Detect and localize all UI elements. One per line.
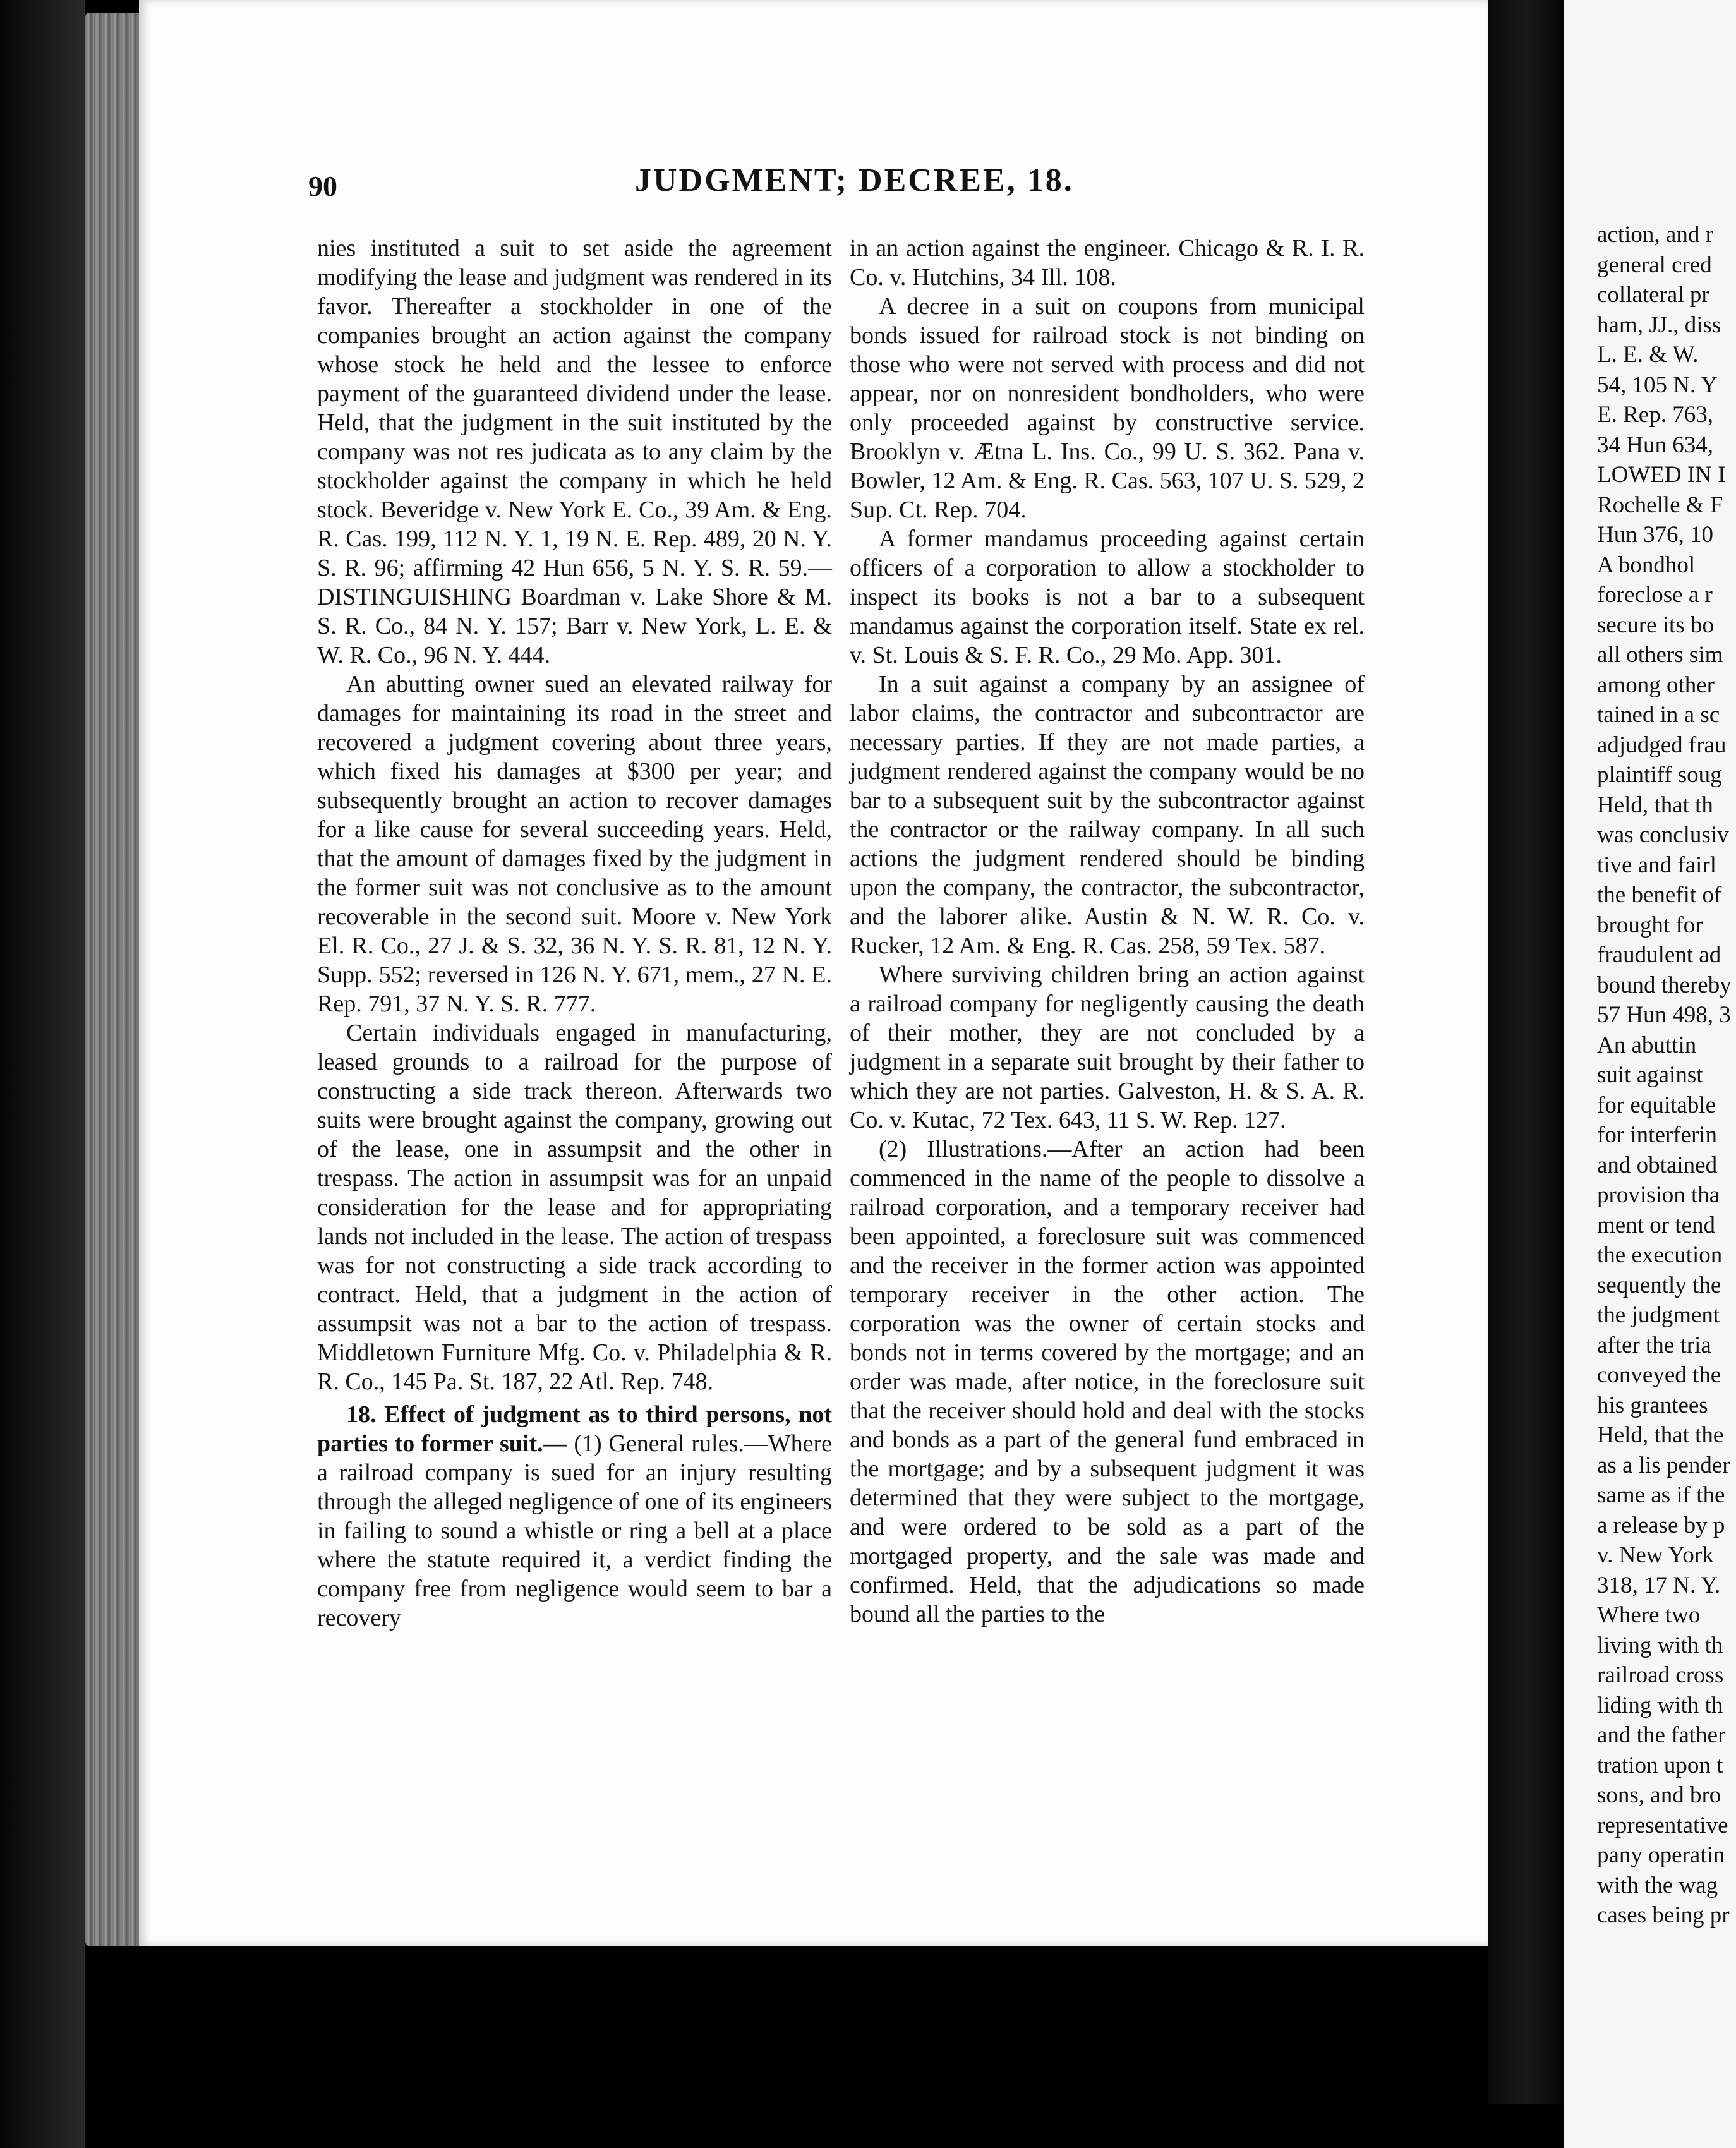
book-page-edges [85,13,142,1946]
right-page-line: and obtained [1597,1152,1718,1178]
running-head: JUDGMENT; DECREE, 18. [635,162,1074,198]
paragraph: in an action against the engineer. Chicago & R. I. R. Co. v. Hutchins, 34 Ill. 108. [850,235,1365,291]
right-page-line: 54, 105 N. Y [1597,371,1718,398]
page-number: 90 [308,170,337,202]
paragraph: (2) Illustrations.—After an action had been commenced in the name of the people to dissolve a railroad corporation, and a temporary receiver had been appointed, a foreclosure suit was commenced and the receiver in the former action was appointed temporary receiver in the other action. The corporation was the owner of certain stocks and bonds not in terms covered by the mortgage; and an order was made, after notice, in the foreclosure suit that the receiver should hold and deal with the stocks and bonds as a part of the general fund embraced in the mortgage; and by a subsequent judgment it was determined that they were subject to the mortgage, and were ordered to be sold as a part of the mortgaged property, and the sale was made and confirmed. Held, that the adjudications so made bound all the parties to the [850,1136,1365,1627]
paragraph: A decree in a suit on coupons from municipal bonds issued for railroad stock is not binding on those who were not served with process and did not appear, nor on nonresident bondholders, who were only proceeded against by constructive service. Brooklyn v. Ætna L. Ins. Co., 99 U. S. 362. Pana v. Bowler, 12 Am. & Eng. R. Cas. 563, 107 U. S. 529, 2 Sup. Ct. Rep. 704. [850,293,1365,523]
right-page-line: sequently the [1597,1272,1721,1298]
right-page-line: among other [1597,672,1715,698]
right-page-line: pany operatin [1597,1842,1725,1868]
scan-background-left [0,0,85,2148]
right-page-line: conveyed the [1597,1362,1721,1388]
paragraph: In a suit against a company by an assignee of labor claims, the contractor and subcontractor are necessary parties. If they are not made parties, a judgment rendered against the company would be no bar to a subsequent suit by the subcontractor against the contractor or the railway company. In all such actions the judgment rendered should be binding upon the company, the contractor, the subcontractor, and the laborer alike. Austin & N. W. R. Co. v. Rucker, 12 Am. & Eng. R. Cas. 258, 59 Tex. 587. [850,671,1365,959]
paragraph: Where surviving children bring an action against a railroad company for negligently causing the death of their mother, they are not concluded by a judgment in a separate suit brought by their father to which they are not parties. Galveston, H. & S. A. R. Co. v. Kutac, 72 Tex. 643, 11 S. W. Rep. 127. [850,962,1365,1133]
right-page-line: general cred [1597,251,1712,278]
section-number: 18. [346,1401,377,1428]
right-page-line: Rochelle & F [1597,492,1723,518]
right-page-line: plaintiff soug [1597,762,1722,788]
right-page-line: as a lis pender [1597,1452,1730,1478]
right-page-line: action, and r [1597,222,1713,248]
right-page-line: tained in a sc [1597,702,1720,728]
paragraph: An abutting owner sued an elevated railway for damages for maintaining its road in the street and recovered a judgment covering about three years, which fixed his damages at $300 per year; and subsequently brought an action to recover damages for a like cause for several succeeding years. Held, that the amount of damages fixed by the judgment in the former suit was not conclusive as to the amount recoverable in the second suit. Moore v. New York El. R. Co., 27 J. & S. 32, 36 N. Y. S. R. 81, 12 N. Y. Supp. 552; reversed in 126 N. Y. 671, mem., 27 N. E. Rep. 791, 37 N. Y. S. R. 777. [317,671,832,1017]
right-page-line: living with th [1597,1632,1723,1658]
right-page-line: Hun 376, 10 [1597,522,1713,548]
section-heading [317,1400,832,1632]
right-page-line: fraudulent ad [1597,942,1721,968]
right-page-line: cases being pr [1597,1902,1730,1928]
right-page-line: bound thereby [1597,972,1732,998]
right-page-line: tration upon t [1597,1752,1723,1778]
right-page-line: suit against [1597,1062,1703,1088]
right-page-line: a release by p [1597,1512,1725,1538]
right-page-line: the judgment [1597,1302,1720,1328]
right-page-line: Where two [1597,1602,1701,1628]
right-page-line: v. New York [1597,1542,1714,1568]
right-page-line: provision tha [1597,1182,1720,1208]
book-gutter [1488,0,1564,2104]
section-text: (1) General rules.—Where a railroad company is sued for an injury resulting through the alleged negligence of one of its engineers in failing to sound a whistle or ring a bell at a place where the statute required it, a verdict finding the company free from negligence would seem to bar a recovery [317,1430,833,1631]
right-page-line: after the tria [1597,1332,1711,1358]
paragraph: A former mandamus proceeding against certain officers of a corporation to allow a stockholder to inspect its books is not a bar to a subsequent mandamus against the corporation itself. State ex rel. v. St. Louis & S. F. R. Co., 29 Mo. App. 301. [850,526,1365,668]
right-page-line: sons, and bro [1597,1782,1721,1808]
right-page-line: 318, 17 N. Y. [1597,1572,1721,1598]
right-page-line: tive and fairl [1597,852,1717,878]
middle-text-column [850,234,1365,1629]
section-title: Effect of judgment as to third persons, not parties to former suit.— [317,1401,833,1457]
right-page-line: L. E. & W. [1597,342,1699,368]
right-page-line: Held, that th [1597,792,1713,818]
right-page-line: Held, that the [1597,1422,1724,1448]
right-page-line: ment or tend [1597,1212,1716,1238]
right-page-line: all others sim [1597,642,1723,668]
right-page-line: railroad cross [1597,1662,1724,1688]
right-page-line: the benefit of [1597,882,1722,908]
right-page-line: for equitable [1597,1092,1716,1118]
right-page-line: E. Rep. 763, [1597,402,1713,428]
right-page-line: brought for [1597,912,1703,938]
right-page-line: his grantees [1597,1392,1708,1418]
right-page-line: An abuttin [1597,1032,1697,1058]
paragraph: Certain individuals engaged in manufacturing, leased grounds to a railroad for the purpose of constructing a side track thereon. Afterwards two suits were brought against the company, growing out of the lease, one in assumpsit and the other in trespass. The action in assumpsit was for an unpaid consideration for the lease and for appropriating lands not included in the lease. The action of trespass was for not constructing a side track according to contract. Held, that a judgment in the action of assumpsit was not a bar to the action of trespass. Middletown Furniture Mfg. Co. v. Philadelphia & R. R. Co., 145 Pa. St. 187, 22 Atl. Rep. 748. [317,1020,832,1395]
right-page-line: for interferin [1597,1122,1718,1148]
right-page-line: was conclusiv [1597,822,1729,848]
right-page-line: the execution [1597,1242,1723,1268]
right-page-line: A bondhol [1597,552,1696,578]
right-page-line: liding with th [1597,1692,1723,1718]
right-page-line: with the wag [1597,1872,1718,1898]
right-page-line: collateral pr [1597,282,1709,308]
right-page-text-fragments [1597,220,1736,1931]
paragraph: nies instituted a suit to set aside the agreement modifying the lease and judgment was rendered in its favor. Thereafter a stockholder in one of the companies brought an action against the company whose stock he held and the lessee to enforce payment of the guaranteed dividend under the lease. Held, that the judgment in the suit instituted by the company was not res judicata as to any claim by the stockholder against the company in which he held stock. Beveridge v. New York E. Co., 39 Am. & Eng. R. Cas. 199, 112 N. Y. 1, 19 N. E. Rep. 489, 20 N. Y. S. R. 96; affirming 42 Hun 656, 5 N. Y. S. R. 59.—DISTINGUISHING Boardman v. Lake Shore & M. S. R. Co., 84 N. Y. 157; Barr v. New York, L. E. & W. R. Co., 96 N. Y. 444. [317,235,832,668]
right-page-line: representative [1597,1812,1728,1838]
left-text-column [317,234,832,1632]
right-page-line: 34 Hun 634, [1597,431,1713,458]
right-page-line: foreclose a r [1597,582,1713,608]
right-page-line: LOWED IN I [1597,462,1726,488]
right-page-line: 57 Hun 498, 3 [1597,1002,1731,1028]
right-page-line: same as if the [1597,1482,1725,1508]
right-page-line: secure its bo [1597,612,1714,638]
right-page-line: and the father [1597,1722,1726,1748]
right-page-line: adjudged frau [1597,732,1727,758]
right-page-line: ham, JJ., diss [1597,311,1721,338]
